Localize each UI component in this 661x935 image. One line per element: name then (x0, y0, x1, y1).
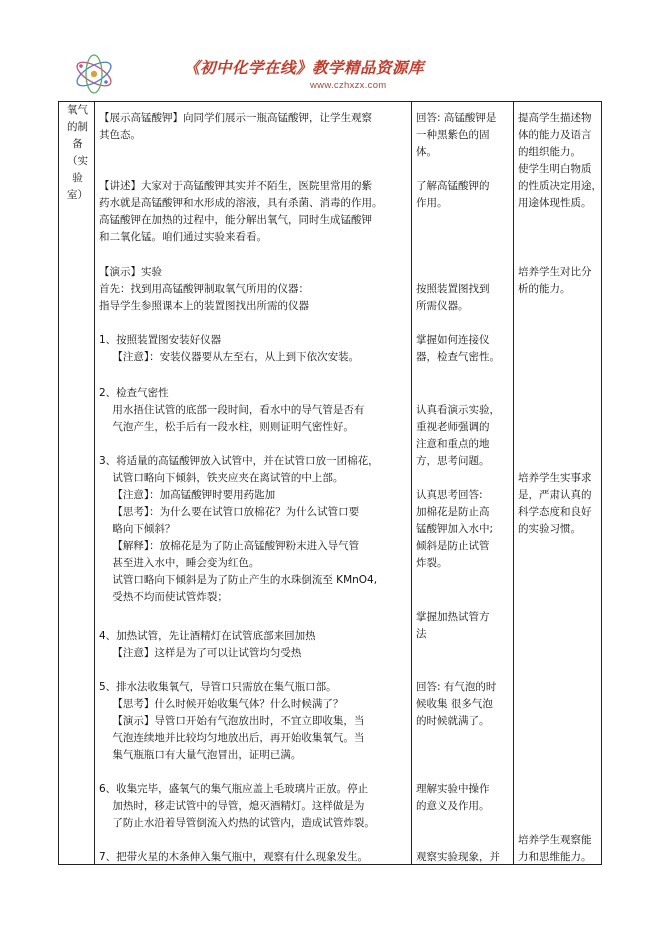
text-line: 科学态度和良好 (518, 506, 592, 518)
text-line: 掌握加热试管方 (416, 611, 490, 623)
text-line: 用水捂住试管的底部一段时间，看水中的导气管是否有 (99, 404, 365, 416)
text-line: 6、收集完毕，盛氧气的集气瓶应盖上毛玻璃片正放。停止 (99, 783, 369, 795)
text-line: 受热不均而使试管炸裂； (99, 591, 228, 603)
text-line: 【讲述】大家对于高锰酸钾其实并不陌生，医院里常用的紫 (99, 180, 372, 192)
atom-logo-icon (72, 52, 116, 96)
column-divider (411, 102, 412, 864)
text-line: 认真思考回答: (416, 489, 483, 501)
text-line: 体。 (416, 146, 437, 158)
topic-cell (61, 102, 94, 204)
text-line: 【思考】什么时候开始收集气体？什么时候满了？ (99, 698, 344, 710)
intent-paragraph (518, 470, 592, 538)
text-line: 提高学生描述物 (518, 112, 592, 124)
text-line: 认真看演示实验， (416, 404, 500, 416)
text-line: 4、加热试管，先让酒精灯在试管底部来回加热 (99, 630, 316, 642)
text-line: 力和思维能力。 (518, 851, 592, 863)
text-line: 锰酸钾加入水中; (416, 523, 494, 535)
intent-paragraph (518, 110, 602, 212)
text-line: 析的能力。 (518, 283, 571, 295)
banner-title: 《初中化学在线》教学精品资源库 (184, 58, 425, 77)
text-line: 药水就是高锰酸钾和水形成的溶液，具有杀菌、消毒的作用。 (99, 197, 383, 209)
resource-banner (72, 48, 600, 100)
student-paragraph (416, 281, 490, 315)
text-line: 和二氧化锰。咱们通过实验来看看。 (99, 231, 267, 243)
text-line: 培养学生实事求 (518, 472, 592, 484)
text-line: 注意和重点的地 (416, 438, 490, 450)
text-line: 的组织能力。 (518, 146, 581, 158)
text-line: 用途体现性质。 (518, 197, 592, 209)
text-line: 【思考】：为什么要在试管口放棉花？为什么试管口要 (99, 506, 360, 518)
student-paragraph (416, 609, 490, 643)
topic-line: 的制 (67, 121, 88, 133)
text-line: 甚至进入水中，睡会变为红色。 (99, 557, 260, 569)
lesson-table (58, 101, 602, 865)
text-line: 倾斜是防止试管 (416, 540, 490, 552)
topic-line: 备 (72, 138, 83, 150)
text-line: 【展示高锰酸钾】向同学们展示一瓶高锰酸钾，让学生观察 (99, 112, 372, 124)
student-paragraph (416, 178, 490, 212)
text-line: 2、检查气密性 (99, 387, 169, 399)
text-line: 加热时，移走试管中的导管，熄灭酒精灯。这样做是为 (99, 800, 365, 812)
text-line: 器，检查气密性。 (416, 351, 500, 363)
student-paragraph (416, 110, 496, 161)
text-line: 【注意】：安装仪器要从左至右，从上到下依次安装。 (99, 351, 360, 363)
text-line: 方，思考问题。 (416, 455, 490, 467)
text-line: 一种黑紫色的固 (416, 129, 490, 141)
text-line: 的时候就满了。 (416, 715, 490, 727)
text-line: 高锰酸钾在加热的过程中，能分解出氧气，同时生成锰酸钾 (99, 214, 372, 226)
topic-line: 验 (72, 172, 83, 184)
text-line: 其色态。 (99, 129, 141, 141)
text-line: 【演示】导管口开始有气泡放出时，不宜立即收集，当 (99, 715, 365, 727)
teacher-paragraph (99, 178, 383, 246)
teacher-paragraph (99, 332, 359, 366)
text-line: 候收集 很多气泡 (416, 698, 493, 710)
intent-paragraph (518, 264, 592, 298)
teacher-paragraph (99, 781, 375, 832)
text-line: 的意义及作用。 (416, 800, 490, 812)
student-paragraph (416, 679, 496, 730)
student-paragraph (416, 849, 500, 866)
text-line: 炸裂。 (416, 557, 448, 569)
text-line: 体的能力及语言 (518, 129, 592, 141)
text-line: 按照装置图找到 (416, 283, 490, 295)
text-line: 所需仪器。 (416, 300, 469, 312)
text-line: 【演示】实验 (99, 266, 162, 278)
text-line: 指导学生参照课本上的装置图找出所需的仪器 (99, 300, 309, 312)
text-line: 【注意】：加高锰酸钾时要用药匙加 (99, 489, 276, 501)
text-line: 的性质决定用途， (518, 180, 602, 192)
teacher-paragraph (99, 453, 379, 606)
text-line: 理解实验中操作 (416, 783, 490, 795)
text-line: 试管口略向下倾斜，铁夹应夹在离试管的中上部。 (99, 472, 344, 484)
teacher-paragraph (99, 628, 316, 662)
text-line: 略向下倾斜？ (99, 523, 176, 535)
text-line: 了防止水沿着导管倒流入灼热的试管内，造成试管炸裂。 (99, 817, 375, 829)
text-line: 使学生明白物质 (518, 163, 592, 175)
text-line: 观察实验现象，并 (416, 851, 500, 863)
text-line: 气泡连续地并比较均匀地放出后，再开始收集氧气。当 (99, 732, 365, 744)
student-paragraph (416, 781, 490, 815)
teacher-paragraph (99, 264, 309, 315)
teacher-paragraph (99, 110, 372, 144)
text-line: 首先：找到用高锰酸钾制取氧气所用的仪器： (99, 283, 309, 295)
text-line: 了解高锰酸钾的 (416, 180, 490, 192)
text-line: 法 (416, 628, 427, 640)
text-line: 回答: 有气泡的时 (416, 681, 497, 693)
column-divider (513, 102, 514, 864)
student-paragraph (416, 402, 500, 470)
text-line: 培养学生对比分 (518, 266, 592, 278)
text-line: 气泡产生，松手后有一段水柱，则则证明气密性好。 (99, 421, 354, 433)
text-line: 试管口略向下倾斜是为了防止产生的水珠倒流至 KMnO4, (99, 574, 378, 586)
text-line: 是，严肃认真的 (518, 489, 592, 501)
text-line: 3、将适量的高锰酸钾放入试管中，并在试管口放一团棉花， (99, 455, 379, 467)
text-line: 重视老师强调的 (416, 421, 490, 433)
text-line: 的实验习惯。 (518, 523, 581, 535)
topic-line: 氧气 (67, 104, 88, 116)
student-paragraph (416, 487, 493, 572)
text-line: 7、把带火星的木条伸入集气瓶中，观察有什么现象发生。 (99, 851, 369, 863)
column-divider (94, 102, 95, 864)
text-line: 【注意】这样是为了可以让试管均匀受热 (99, 647, 302, 659)
text-line: 加棉花是防止高 (416, 506, 490, 518)
teacher-paragraph (99, 679, 364, 764)
student-paragraph (416, 332, 500, 366)
teacher-paragraph (99, 385, 364, 436)
text-line: 5、排水法收集氧气，导管口只需放在集气瓶口部。 (99, 681, 337, 693)
text-line: 作用。 (416, 197, 448, 209)
topic-line: （实 (67, 155, 88, 167)
text-line: 【解释】：放棉花是为了防止高锰酸钾粉末进入导气管 (99, 540, 360, 552)
text-line: 回答: 高锰酸钾是 (416, 112, 497, 124)
teacher-paragraph (99, 849, 368, 866)
text-line: 掌握如何连接仪 (416, 334, 490, 346)
text-line: 集气瓶瓶口有大量气泡冒出，证明已满。 (99, 749, 302, 761)
text-line: 培养学生观察能 (518, 834, 592, 846)
topic-line: 室） (67, 189, 88, 201)
text-line: 1、按照装置图安装好仪器 (99, 334, 222, 346)
banner-url: www.czhxzx.com (310, 80, 387, 91)
intent-paragraph (518, 832, 592, 866)
